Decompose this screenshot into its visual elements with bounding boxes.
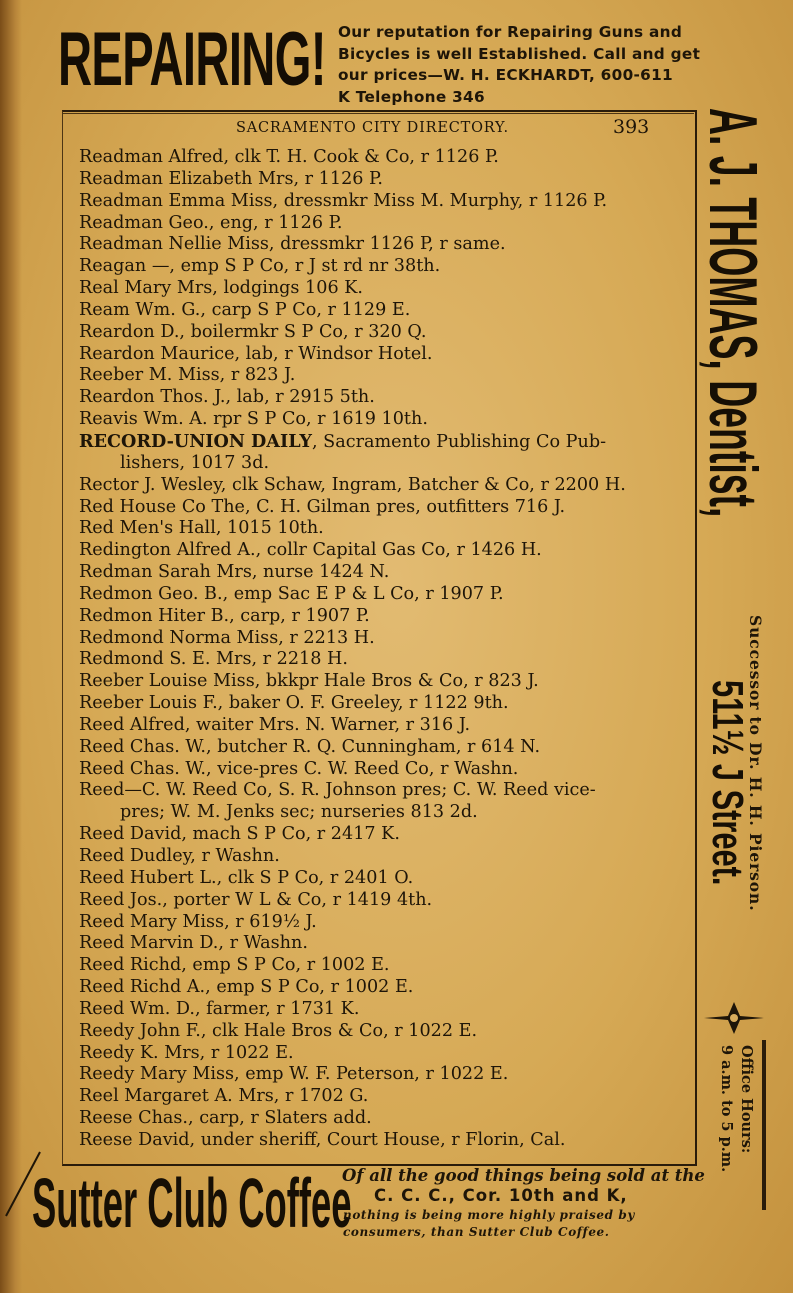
entry-name: Readman Alfred bbox=[79, 147, 224, 167]
entry-details: , vice-pres C. W. Reed Co, r Washn. bbox=[206, 758, 519, 779]
entry-details: , butcher R. Q. Cunningham, r 614 N. bbox=[206, 736, 541, 757]
entry-details: , carp, r 1907 P. bbox=[229, 605, 370, 626]
directory-entry bbox=[79, 671, 691, 693]
directory-entry bbox=[79, 278, 691, 300]
entry-name: Reeber M. bbox=[79, 365, 173, 386]
directory-entry bbox=[79, 365, 691, 387]
entry-details: rpr S P Co, r 1619 10th. bbox=[207, 409, 428, 430]
entry-details: Mrs, r 2218 H. bbox=[210, 649, 348, 670]
entry-details: , S. R. Johnson pres; C. W. Reed vice- bbox=[267, 780, 596, 801]
directory-entry-continuation bbox=[79, 453, 691, 475]
directory-entry bbox=[79, 1043, 691, 1065]
entry-name: Readman Emma bbox=[79, 190, 226, 211]
top-ad-line: Bicycles is well Established. Call and get bbox=[338, 44, 701, 63]
entry-name: Reagan — bbox=[79, 256, 170, 277]
entry-name: Redmond Norma bbox=[79, 627, 231, 648]
entry-details: Mrs, r 1126 P. bbox=[252, 168, 383, 189]
entry-name: Readman Geo. bbox=[79, 212, 209, 233]
entry-name: Reardon Maurice bbox=[79, 343, 235, 364]
top-ad-copy bbox=[338, 22, 733, 108]
directory-entry bbox=[79, 715, 691, 737]
coffee-brand: Sutter Club Coffee bbox=[32, 1164, 352, 1242]
coffee-ad-line: Of all the good things being sold at the bbox=[342, 1166, 705, 1185]
directory-entry bbox=[79, 409, 691, 431]
entry-details: , r Washn. bbox=[218, 933, 308, 954]
entry-details: Miss, emp W. F. Peterson, r 1022 E. bbox=[186, 1064, 509, 1085]
entry-name: Reese Chas. bbox=[79, 1108, 189, 1129]
dentist-name: A. J. THOMAS, Dentist, bbox=[695, 108, 771, 518]
entry-details: , lab, r Windsor Hotel. bbox=[234, 343, 433, 364]
entry-name: RECORD-UNION DAILY bbox=[79, 430, 312, 452]
entry-text: lishers, 1017 3d. bbox=[120, 452, 270, 473]
directory-entry bbox=[79, 256, 691, 278]
entry-name: Reed Dudley bbox=[79, 846, 191, 866]
entry-name: Red Men's Hall bbox=[79, 518, 216, 539]
directory-entry bbox=[79, 999, 691, 1021]
entry-details: , collr Capital Gas Co, r 1426 H. bbox=[255, 540, 542, 561]
entry-name: Reed Richd bbox=[79, 955, 182, 976]
entry-details: , clk Hale Bros & Co, r 1022 E. bbox=[200, 1020, 478, 1041]
directory-entry bbox=[79, 562, 691, 584]
entry-details: Mrs, r 1022 E. bbox=[158, 1042, 294, 1063]
entry-details: , r Washn. bbox=[190, 846, 280, 866]
directory-entry bbox=[79, 933, 691, 955]
entry-details: , under sheriff, Court House, r Florin, Cal. bbox=[189, 1129, 566, 1150]
directory-entry bbox=[79, 693, 691, 715]
entry-name: Reed Wm. D. bbox=[79, 998, 195, 1019]
directory-entry bbox=[79, 846, 691, 868]
directory-entry bbox=[79, 780, 691, 802]
directory-entry bbox=[79, 606, 691, 628]
entry-name: Reavis Wm. A. bbox=[79, 409, 208, 430]
successor-line: Successor to Dr. H. H. Pierson. bbox=[746, 615, 765, 912]
entry-details: , boilermkr S P Co, r 320 Q. bbox=[179, 321, 427, 342]
ornament-icon bbox=[704, 998, 764, 1038]
directory-entry bbox=[79, 475, 691, 497]
directory-entry bbox=[79, 584, 691, 606]
directory-entry bbox=[79, 649, 691, 671]
entry-name: Redmon Geo. B. bbox=[79, 583, 223, 604]
top-advertisement bbox=[0, 0, 793, 110]
coffee-ad-line: consumers, than Sutter Club Coffee. bbox=[343, 1225, 610, 1239]
directory-entry bbox=[79, 147, 691, 169]
entry-name: Reese David bbox=[79, 1129, 190, 1150]
entry-name: Rector J. Wesley bbox=[79, 474, 221, 495]
directory-entry bbox=[79, 912, 691, 934]
directory-entry bbox=[79, 497, 691, 519]
entry-details: Miss, dressmkr 1126 P, r same. bbox=[221, 234, 506, 255]
entry-details: , emp S P Co, r 1002 E. bbox=[181, 955, 390, 976]
entry-details: , carp, r Slaters add. bbox=[188, 1108, 372, 1129]
directory-entry bbox=[79, 322, 691, 344]
directory-entry-continuation bbox=[79, 802, 691, 824]
entry-name: Redmon Hiter B. bbox=[79, 605, 230, 626]
entry-name: Readman Nellie bbox=[79, 234, 222, 255]
directory-entry bbox=[79, 737, 691, 759]
directory-entry bbox=[79, 1130, 691, 1152]
entry-name: Reedy K. bbox=[79, 1042, 159, 1063]
entry-name: Reed Mary bbox=[79, 911, 177, 932]
directory-entry bbox=[79, 955, 691, 977]
entry-details: Miss, r 619½ J. bbox=[176, 911, 317, 932]
entry-details: , clk T. H. Cook & Co, r 1126 P. bbox=[223, 147, 499, 167]
page-edge-shadow bbox=[0, 0, 22, 1293]
entry-details: Miss, dressmkr Miss M. Murphy, r 1126 P. bbox=[225, 190, 608, 211]
entry-details: Miss, r 2213 H. bbox=[230, 627, 375, 648]
directory-entry bbox=[79, 977, 691, 999]
directory-entry bbox=[79, 344, 691, 366]
dentist-street: 511½ J Street. bbox=[703, 680, 752, 886]
directory-entry bbox=[79, 759, 691, 781]
entry-details: Mrs, lodgings 106 K. bbox=[171, 278, 363, 299]
entry-name: Redington Alfred A. bbox=[79, 540, 256, 561]
top-ad-line: K Telephone 346 bbox=[338, 87, 485, 106]
entry-details: , carp S P Co, r 1129 E. bbox=[200, 299, 411, 320]
entry-details: , clk S P Co, r 2401 O. bbox=[216, 867, 414, 888]
directory-entry bbox=[79, 1108, 691, 1130]
office-hours-time: 9 a.m. to 5 p.m. bbox=[718, 1045, 735, 1173]
entry-name: Reedy John F. bbox=[79, 1020, 201, 1041]
office-hours-title: Office Hours: bbox=[738, 1045, 755, 1154]
entry-details: , waiter Mrs. N. Warner, r 316 J. bbox=[184, 714, 471, 735]
directory-entry bbox=[79, 868, 691, 890]
directory-entry bbox=[79, 824, 691, 846]
directory-entry bbox=[79, 213, 691, 235]
directory-entry bbox=[79, 1086, 691, 1108]
entry-name: Reedy Mary bbox=[79, 1064, 187, 1085]
entry-details: , emp Sac E P & L Co, r 1907 P. bbox=[222, 583, 504, 604]
header-rule bbox=[62, 113, 694, 114]
directory-entry bbox=[79, 431, 691, 453]
entry-name: Readman Elizabeth bbox=[79, 168, 253, 189]
entry-details: , emp S P Co, r 1002 E. bbox=[205, 977, 414, 998]
entry-details: , eng, r 1126 P. bbox=[208, 212, 343, 233]
entry-details: , baker O. F. Greeley, r 1122 9th. bbox=[217, 693, 509, 714]
entry-name: Reardon D. bbox=[79, 321, 180, 342]
entry-name: Reed Alfred bbox=[79, 714, 185, 735]
directory-entries bbox=[79, 147, 691, 1152]
directory-entry bbox=[79, 1064, 691, 1086]
entry-name: Real Mary bbox=[79, 278, 172, 299]
dentist-street-block bbox=[700, 680, 766, 980]
coffee-ad-line: C. C. C., Cor. 10th and K, bbox=[374, 1186, 628, 1205]
entry-name: Reed David bbox=[79, 824, 182, 845]
repairing-headline: REPAIRING! bbox=[58, 17, 326, 102]
entry-details: , C. H. Gilman pres, outfitters 716 J. bbox=[244, 496, 566, 517]
entry-name: Reed Jos. bbox=[79, 889, 163, 910]
entry-details: , clk Schaw, Ingram, Batcher & Co, r 2200 H. bbox=[220, 474, 626, 495]
entry-name: Reed—C. W. Reed Co bbox=[79, 780, 268, 801]
directory-entry bbox=[79, 234, 691, 256]
entry-name: Reeber Louise bbox=[79, 671, 208, 692]
entry-name: Reed Chas. W. bbox=[79, 736, 207, 757]
entry-name: Reed Richd A. bbox=[79, 977, 206, 998]
entry-details: Mrs, r 1702 G. bbox=[232, 1086, 369, 1107]
top-ad-line: Our reputation for Repairing Guns and bbox=[338, 23, 683, 41]
entry-details: , farmer, r 1731 K. bbox=[194, 998, 360, 1019]
entry-details: Miss, bkkpr Hale Bros & Co, r 823 J. bbox=[207, 671, 539, 692]
directory-entry bbox=[79, 518, 691, 540]
directory-entry bbox=[79, 300, 691, 322]
directory-entry bbox=[79, 387, 691, 409]
entry-name: Reed Chas. W. bbox=[79, 758, 207, 779]
entry-details: , emp S P Co, r J st rd nr 38th. bbox=[169, 256, 441, 277]
entry-name: Reardon Thos. J. bbox=[79, 387, 226, 408]
directory-entry bbox=[79, 628, 691, 650]
entry-name: Reed Hubert L. bbox=[79, 867, 217, 888]
entry-details: , porter W L & Co, r 1419 4th. bbox=[162, 889, 433, 910]
entry-name: Reed Marvin D. bbox=[79, 933, 219, 954]
running-head: SACRAMENTO CITY DIRECTORY. bbox=[236, 120, 509, 136]
entry-name: Redman Sarah bbox=[79, 562, 211, 583]
entry-name: Red House Co The bbox=[79, 496, 245, 517]
entry-details: , lab, r 2915 5th. bbox=[225, 387, 375, 408]
entry-details: Mrs, nurse 1424 N. bbox=[210, 562, 390, 583]
entry-name: Redmond S. E. bbox=[79, 649, 211, 670]
coffee-ad-line: nothing is being more highly praised by bbox=[343, 1208, 635, 1222]
entry-details: , Sacramento Publishing Co Pub- bbox=[312, 431, 607, 452]
directory-entry bbox=[79, 540, 691, 562]
top-ad-line: our prices—W. H. ECKHARDT, 600-611 bbox=[338, 66, 673, 84]
directory-entry bbox=[79, 890, 691, 912]
page-number: 393 bbox=[613, 116, 650, 138]
directory-entry bbox=[79, 169, 691, 191]
entry-text: pres; W. M. Jenks sec; nurseries 813 2d. bbox=[120, 802, 478, 823]
entry-details: , 1015 10th. bbox=[215, 518, 324, 539]
entry-details: Miss, r 823 J. bbox=[172, 365, 296, 386]
entry-name: Ream Wm. G. bbox=[79, 299, 201, 320]
directory-entry bbox=[79, 1021, 691, 1043]
entry-details: , mach S P Co, r 2417 K. bbox=[181, 824, 400, 845]
directory-entry bbox=[79, 191, 691, 213]
entry-name: Reeber Louis F. bbox=[79, 693, 218, 714]
entry-name: Reel Margaret A. bbox=[79, 1086, 233, 1107]
